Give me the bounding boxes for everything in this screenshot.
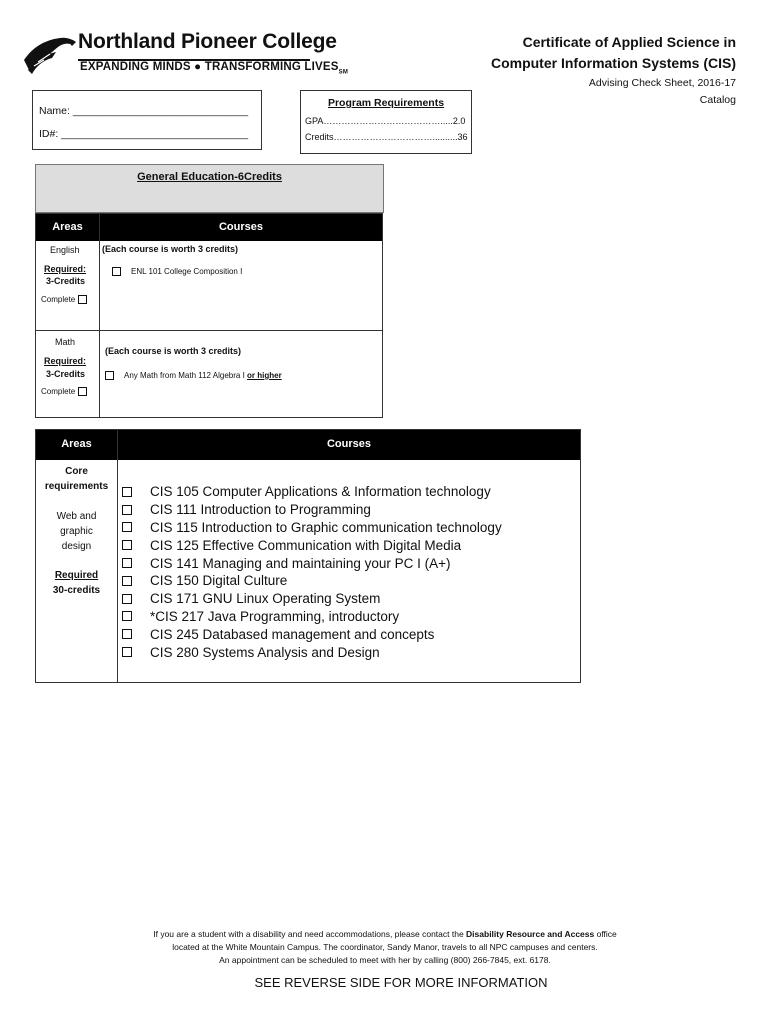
college-tagline: EXPANDING MINDS ● TRANSFORMING $LIVES_{SM}$ [80, 61, 349, 76]
course-checkbox[interactable] [122, 594, 132, 604]
core-sub-2: graphic [60, 526, 93, 537]
eagle-icon [22, 30, 78, 80]
program-requirements-box [300, 90, 472, 154]
credits-requirement: Credits……………………………..........36 [305, 132, 468, 142]
id-field[interactable]: ID#: ________________________________ [39, 128, 249, 140]
math-complete-checkbox[interactable] [78, 387, 87, 396]
english-course: ENL 101 College Composition I [112, 267, 242, 276]
list-item: CIS 115 Introduction to Graphic communication technology [122, 519, 502, 537]
core-area-label-2: requirements [44, 481, 109, 492]
course-checkbox[interactable] [122, 487, 132, 497]
col-areas: Areas [36, 214, 99, 241]
list-item: CIS 105 Computer Applications & Information technology [122, 483, 502, 501]
math-checkbox[interactable] [105, 371, 114, 380]
core-table [35, 429, 581, 683]
course-checkbox[interactable] [122, 576, 132, 586]
core-course-list [122, 483, 502, 661]
english-complete: Complete [41, 295, 87, 304]
list-item: CIS 125 Effective Communication with Digital Media [122, 536, 502, 554]
course-checkbox[interactable] [122, 540, 132, 550]
gen-ed-title: General Education-6Credits [137, 171, 282, 183]
list-item: CIS 150 Digital Culture [122, 572, 502, 590]
core-credits: 30-credits [52, 585, 101, 596]
english-credits: 3-Credits [46, 276, 86, 286]
accessibility-notice: If you are a student with a disability and need accommodations, please contact the Disability Resource and Access office located at the White Mountain Campus. The coordinator, Sandy Manor, travels to all NPC campuses and centers. An appointment can be scheduled to meet with her by calling (800) 266-7845, ext. 6178. [153, 929, 617, 965]
core-sub-3: design [61, 541, 92, 552]
core-area-label: Core [65, 466, 88, 477]
gen-ed-table [35, 213, 383, 418]
math-area: Math [55, 337, 76, 347]
math-course: Any Math from Math 112 Algebra I or higher [105, 371, 282, 380]
reverse-side-note: SEE REVERSE SIDE FOR MORE INFORMATION [254, 975, 548, 990]
core-required: Required [54, 570, 99, 581]
college-name: Northland Pioneer College [78, 30, 337, 53]
col-courses: Courses [100, 214, 382, 241]
math-credits: 3-Credits [46, 369, 86, 379]
english-area: English [50, 245, 80, 255]
course-checkbox[interactable] [122, 629, 132, 639]
list-item: *CIS 217 Java Programming, introductory [122, 608, 502, 626]
name-field[interactable]: Name: ______________________________ [39, 105, 249, 117]
enl101-checkbox[interactable] [112, 267, 121, 276]
core-column-divider [117, 430, 118, 682]
math-required: Required: [44, 356, 87, 366]
gen-ed-header [35, 164, 384, 213]
core-col-courses: Courses [118, 430, 580, 460]
english-required: Required: [44, 264, 87, 274]
list-item: CIS 171 GNU Linux Operating System [122, 590, 502, 608]
row-divider [36, 330, 382, 331]
column-divider [99, 214, 100, 417]
core-sub-1: Web and [56, 511, 97, 522]
list-item: CIS 111 Introduction to Programming [122, 501, 502, 519]
college-logo [22, 28, 349, 82]
course-checkbox[interactable] [122, 611, 132, 621]
course-checkbox[interactable] [122, 558, 132, 568]
course-checkbox[interactable] [122, 522, 132, 532]
gpa-requirement: GPA………………………………….....2.0 [305, 116, 466, 126]
student-info-box [32, 90, 262, 150]
core-col-areas: Areas [36, 430, 117, 460]
course-checkbox[interactable] [122, 647, 132, 657]
document-title: Certificate of Applied Science in Computer Information Systems (CIS) Advising Check Sheet, 2016-17 Catalog [490, 34, 736, 106]
math-complete: Complete [41, 387, 87, 396]
list-item: CIS 141 Managing and maintaining your PC I (A+) [122, 554, 502, 572]
course-checkbox[interactable] [122, 505, 132, 515]
program-requirements-heading: Program Requirements [327, 97, 445, 109]
english-note: (Each course is worth 3 credits) [102, 244, 239, 254]
english-complete-checkbox[interactable] [78, 295, 87, 304]
math-note: (Each course is worth 3 credits) [105, 346, 242, 356]
list-item: CIS 245 Databased management and concepts [122, 625, 502, 643]
list-item: CIS 280 Systems Analysis and Design [122, 643, 502, 661]
